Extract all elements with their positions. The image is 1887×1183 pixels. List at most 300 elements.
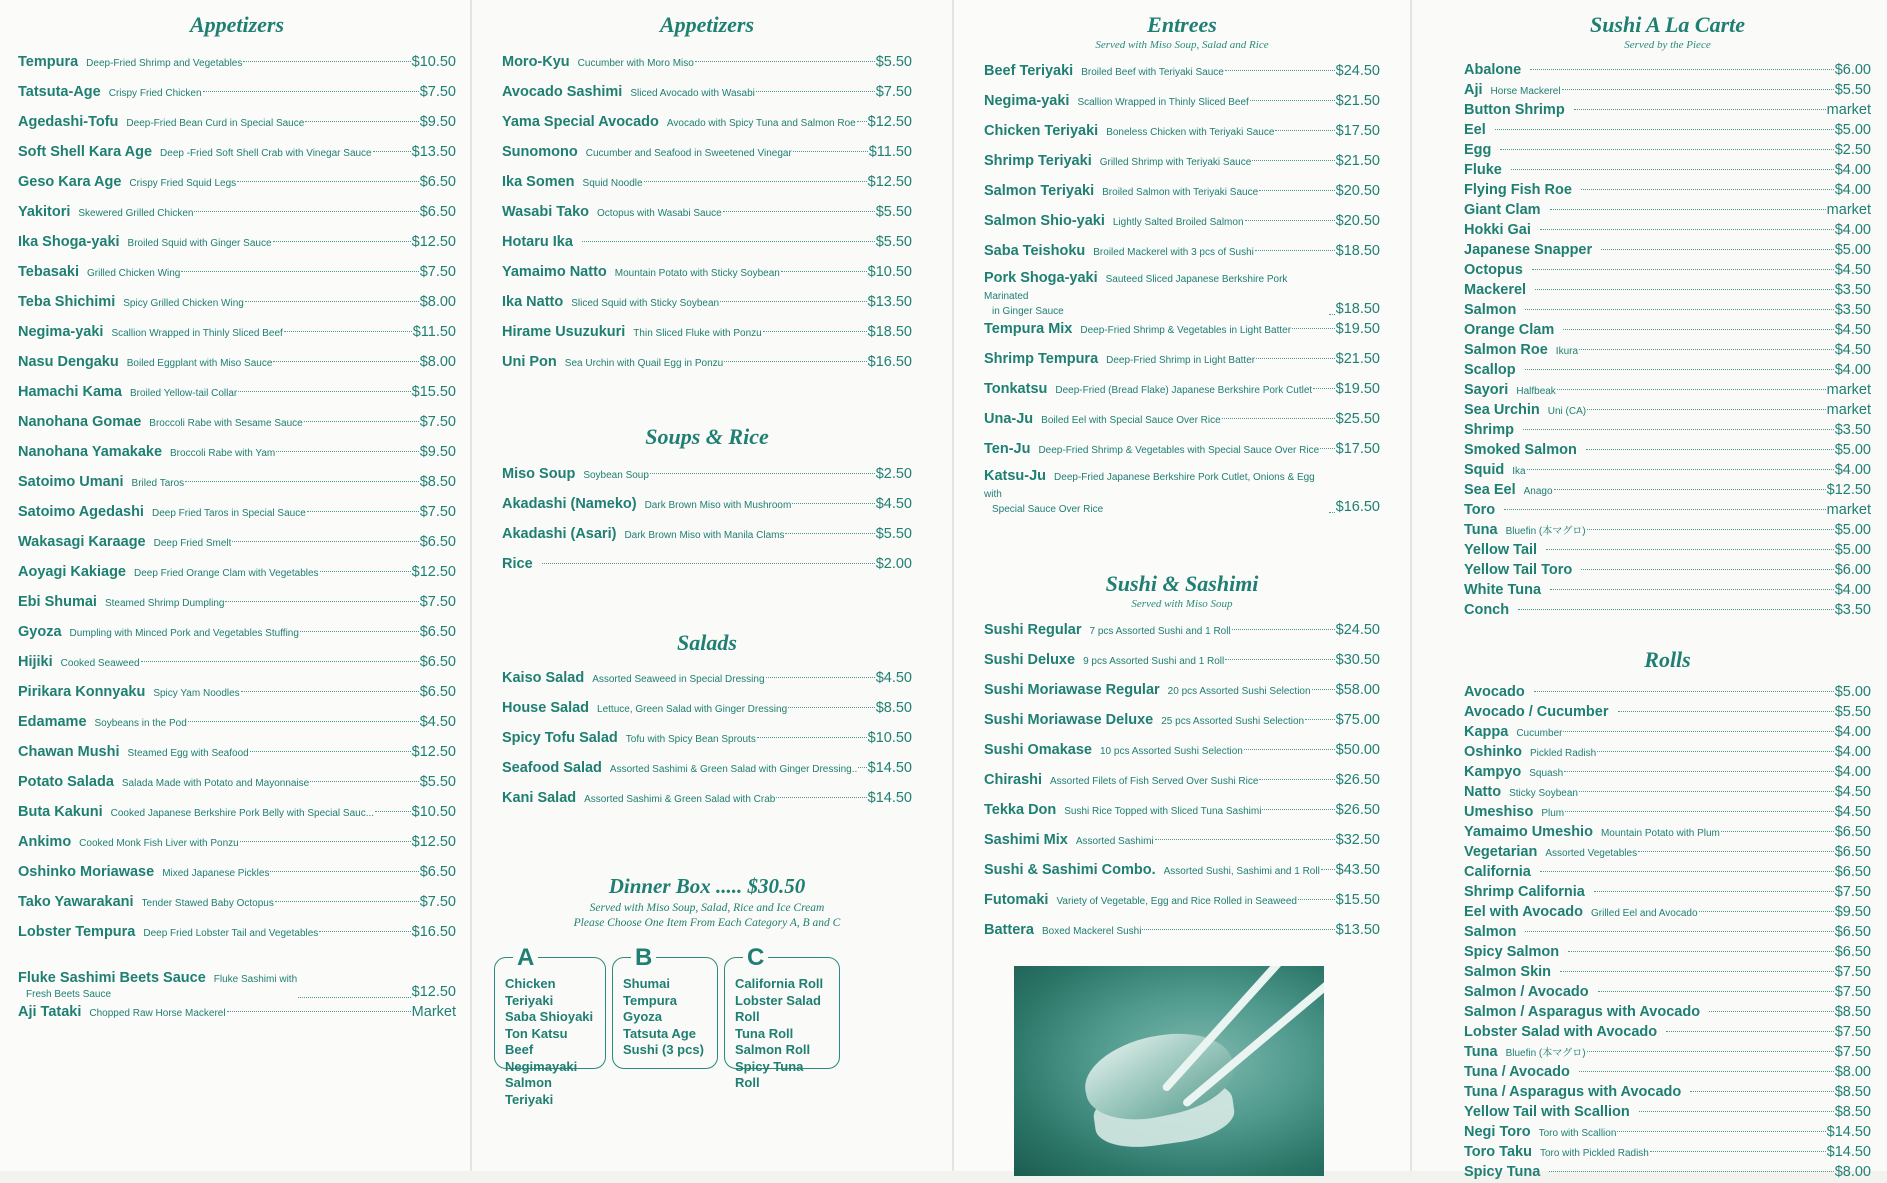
item-name: Sushi Moriawase Deluxe: [984, 712, 1154, 728]
menu-item: [1464, 1143, 1871, 1163]
leader-dots: [275, 901, 419, 902]
sushi-photo: [1014, 966, 1324, 1176]
item-name: Satoimo Umani: [18, 474, 124, 490]
item-name: Akadashi (Nameko): [502, 496, 637, 512]
item-price: $18.50: [1335, 243, 1380, 259]
menu-item: [1464, 201, 1871, 221]
item-name: Squid: [1464, 462, 1505, 478]
item-name: Futomaki: [984, 892, 1049, 908]
item-price: $58.00: [1335, 682, 1380, 698]
menu-item: [1464, 361, 1871, 381]
item-name: Nasu Dengaku: [18, 354, 119, 370]
item-description: Crispy Fried Squid Legs: [129, 178, 237, 189]
leader-dots: [250, 751, 411, 752]
menu-item: [984, 241, 1380, 271]
item-name: Lobster Tempura: [18, 924, 136, 940]
category-option: Sushi (3 pcs): [623, 1042, 704, 1057]
item-price: $4.50: [1834, 342, 1871, 358]
item-name: Kappa: [1464, 724, 1509, 740]
category-letter: B: [631, 944, 656, 972]
menu-item: [1464, 181, 1871, 201]
leader-dots: [1581, 569, 1833, 570]
item-name: Eel: [1464, 122, 1486, 138]
item-name: White Tuna: [1464, 582, 1542, 598]
item-price: $5.00: [1834, 684, 1871, 700]
leader-dots: [723, 211, 875, 212]
item-description: Plum: [1541, 808, 1565, 819]
item-price: $12.50: [411, 984, 456, 1000]
leader-dots: [1638, 851, 1834, 852]
item-name: Tempura: [18, 54, 79, 70]
item-description: Bluefin (本マグロ): [1505, 526, 1586, 537]
page-fold: [952, 0, 954, 1171]
item-price: $7.50: [1834, 964, 1871, 980]
item-description: Broccoli Rabe with Yam: [170, 448, 276, 459]
menu-item: [1464, 241, 1871, 261]
menu-item: [984, 211, 1380, 241]
leader-dots: [1255, 250, 1335, 251]
item-description: Mountain Potato with Plum: [1600, 828, 1720, 839]
leader-dots: [238, 391, 410, 392]
item-name: Tuna: [1464, 522, 1498, 538]
dinner-box-category: [724, 944, 840, 1090]
item-description: Cooked Seaweed: [60, 658, 140, 669]
item-description: Assorted Filets of Fish Served Over Sushi Rice: [1050, 776, 1259, 787]
item-description: Squid Noodle: [582, 178, 643, 189]
leader-dots: [793, 151, 868, 152]
menu-item: [1464, 1163, 1871, 1183]
leader-dots: [1587, 529, 1834, 530]
item-price: $9.50: [419, 444, 456, 460]
item-description: Boneless Chicken with Teriyaki Sauce: [1106, 127, 1275, 138]
soups-section: [502, 424, 912, 584]
item-name: Potato Salada: [18, 774, 114, 790]
item-price: $6.50: [1834, 944, 1871, 960]
menu-item: [984, 860, 1380, 890]
item-price: $75.00: [1335, 712, 1380, 728]
menu-item: [984, 61, 1380, 91]
item-description: Anago: [1523, 486, 1553, 497]
menu-item: [18, 172, 456, 202]
item-price: $13.50: [1335, 922, 1380, 938]
item-price: $6.50: [419, 684, 456, 700]
menu-item: [1464, 1103, 1871, 1123]
item-price: $12.50: [411, 834, 456, 850]
leader-dots: [243, 61, 410, 62]
item-name: Ika Shoga-yaki: [18, 234, 120, 250]
item-name: Ankimo: [18, 834, 72, 850]
menu-item: [18, 82, 456, 112]
item-description: Sliced Squid with Sticky Soybean: [571, 298, 720, 309]
section-title: Entrees: [1147, 12, 1217, 37]
menu-item: [1464, 381, 1871, 401]
leader-dots: [1523, 429, 1834, 430]
leader-dots: [1527, 469, 1834, 470]
item-description: Deep Fried Orange Clam with Vegetables: [134, 568, 319, 579]
item-price: $8.00: [1834, 1064, 1871, 1080]
item-description: Boiled Eggplant with Miso Sauce: [126, 358, 273, 369]
item-price: $19.50: [1335, 381, 1380, 397]
leader-dots: [1560, 971, 1834, 972]
item-price: $12.50: [867, 174, 912, 190]
item-name: Umeshiso: [1464, 804, 1534, 820]
item-name: Sushi Regular: [984, 622, 1082, 638]
leader-dots: [141, 661, 419, 662]
menu-item: [984, 151, 1380, 181]
leader-dots: [1225, 70, 1335, 71]
salads-section: [502, 630, 912, 818]
leader-dots: [1252, 160, 1334, 161]
menu-item: [18, 472, 456, 502]
item-description: Deep-Fried Shrimp & Vegetables with Special Sauce Over Rice: [1038, 445, 1320, 456]
menu-item: [984, 349, 1380, 379]
menu-item: [1464, 703, 1871, 723]
leader-dots: [375, 811, 411, 812]
item-price: $6.50: [1834, 864, 1871, 880]
item-name: Flying Fish Roe: [1464, 182, 1572, 198]
item-price: $7.50: [419, 894, 456, 910]
menu-item: [984, 379, 1380, 409]
menu-item: [1464, 1043, 1871, 1063]
item-description: Deep -Fried Soft Shell Crab with Vinegar Sauce: [160, 148, 372, 159]
leader-dots: [305, 121, 418, 122]
item-price: $14.50: [1826, 1144, 1871, 1160]
item-name: Japanese Snapper: [1464, 242, 1593, 258]
leader-dots: [1535, 289, 1834, 290]
sushi-sashimi-section: [984, 571, 1380, 950]
item-price: $5.50: [875, 234, 912, 250]
item-description: Cucumber and Seafood in Sweetened Vinegar: [585, 148, 792, 159]
menu-item: [1464, 983, 1871, 1003]
menu-item: [1464, 561, 1871, 581]
item-description: Sliced Avocado with Wasabi: [630, 88, 755, 99]
menu-item: [1464, 883, 1871, 903]
item-price: $8.00: [419, 294, 456, 310]
menu-item: [1464, 943, 1871, 963]
leader-dots: [1329, 314, 1335, 315]
item-price: $25.50: [1335, 411, 1380, 427]
menu-item: [1464, 101, 1871, 121]
item-description: Grilled Eel and Avocado: [1590, 908, 1698, 919]
category-option: Spicy Tuna Roll: [735, 1058, 804, 1090]
leader-dots: [1579, 1071, 1834, 1072]
leader-dots: [1259, 190, 1334, 191]
salads-list: [502, 668, 912, 818]
menu-item: [502, 172, 912, 202]
menu-item: [984, 680, 1380, 710]
leader-dots: [1232, 629, 1335, 630]
item-price: $17.50: [1335, 441, 1380, 457]
leader-dots: [766, 677, 875, 678]
item-description: Sauteed Sliced Japanese Berkshire Pork Marinated: [984, 274, 1288, 302]
leader-dots: [1562, 89, 1834, 90]
item-name: Negima-yaki: [984, 93, 1070, 109]
item-price: $7.50: [1834, 1044, 1871, 1060]
item-name: Salmon Skin: [1464, 964, 1552, 980]
item-description: Assorted Sushi, Sashimi and 1 Roll: [1163, 866, 1320, 877]
item-name: Wakasagi Karaage: [18, 534, 146, 550]
menu-item: [1464, 1083, 1871, 1103]
category-option: Salmon Teriyaki: [505, 1075, 554, 1107]
item-description-continued: Special Sauce Over Rice: [992, 504, 1104, 515]
item-name: Miso Soup: [502, 466, 576, 482]
item-description: Sticky Soybean: [1509, 788, 1578, 799]
menu-item: [1464, 321, 1871, 341]
section-subtitle: Served with Miso Soup: [1131, 598, 1233, 610]
menu-item: [1464, 141, 1871, 161]
menu-item: [1464, 501, 1871, 521]
menu-item: [18, 682, 456, 712]
item-price: $7.50: [1834, 1024, 1871, 1040]
item-description: Horse Mackerel: [1490, 86, 1561, 97]
item-description: 9 pcs Assorted Sushi and 1 Roll: [1083, 656, 1225, 667]
item-price: $11.50: [412, 324, 456, 340]
category-option: California Roll: [735, 976, 824, 991]
leader-dots: [724, 361, 866, 362]
menu-item: [18, 952, 456, 1002]
item-price: $15.50: [411, 384, 456, 400]
menu-item: [1464, 823, 1871, 843]
item-price: $6.50: [419, 654, 456, 670]
item-name: Gyoza: [18, 624, 62, 640]
item-price: $7.50: [1834, 984, 1871, 1000]
menu-item: [18, 262, 456, 292]
category-option: Shumai: [623, 976, 670, 991]
item-price: $6.50: [1834, 924, 1871, 940]
item-price: $4.00: [1834, 462, 1871, 478]
item-price: $13.50: [411, 144, 456, 160]
item-price: $8.50: [1834, 1084, 1871, 1100]
leader-dots: [225, 601, 418, 602]
item-price: market: [1826, 382, 1871, 398]
item-price: $16.50: [867, 354, 912, 370]
item-price: $3.50: [1834, 422, 1871, 438]
item-description: Deep-Fried Bean Curd in Special Sauce: [126, 118, 305, 129]
sushi-sashimi-list: [984, 620, 1380, 950]
item-description: Cucumber with Moro Miso: [577, 58, 694, 69]
item-description: Scallion Wrapped in Thinly Sliced Beef: [111, 328, 283, 339]
menu-item: [984, 121, 1380, 151]
item-name: Yellow Tail: [1464, 542, 1538, 558]
item-name: Ika Somen: [502, 174, 575, 190]
leader-dots: [695, 61, 875, 62]
item-price: $9.50: [419, 114, 456, 130]
leader-dots: [1525, 369, 1834, 370]
menu-item: [1464, 521, 1871, 541]
item-price: $5.00: [1834, 522, 1871, 538]
item-name: Chirashi: [984, 772, 1043, 788]
item-description: Scallion Wrapped in Thinly Sliced Beef: [1077, 97, 1249, 108]
item-name: Yellow Tail with Scallion: [1464, 1104, 1630, 1120]
menu-item: [984, 740, 1380, 770]
leader-dots: [1579, 791, 1834, 792]
item-price: $24.50: [1335, 63, 1380, 79]
item-price: $5.00: [1834, 442, 1871, 458]
item-description: 7 pcs Assorted Sushi and 1 Roll: [1089, 626, 1231, 637]
leader-dots: [307, 511, 419, 512]
leader-dots: [1546, 549, 1834, 550]
menu-item: [18, 382, 456, 412]
menu-item: [502, 352, 912, 382]
leader-dots: [1511, 169, 1834, 170]
leader-dots: [1530, 69, 1834, 70]
leader-dots: [1329, 512, 1335, 513]
item-price: $14.50: [867, 760, 912, 776]
menu-item: [18, 832, 456, 862]
item-name: Salmon Teriyaki: [984, 183, 1095, 199]
leader-dots: [1586, 449, 1834, 450]
menu-item: [1464, 301, 1871, 321]
item-description: Assorted Vegetables: [1545, 848, 1638, 859]
menu-item: [18, 622, 456, 652]
item-price: market: [1826, 102, 1871, 118]
menu-item: [18, 412, 456, 442]
menu-item: [502, 668, 912, 698]
item-name: Salmon: [1464, 302, 1517, 318]
item-description: Soybean Soup: [583, 470, 649, 481]
item-name: Geso Kara Age: [18, 174, 122, 190]
appetizers-list: [18, 52, 456, 1032]
item-name: Hamachi Kama: [18, 384, 122, 400]
item-name: Yellow Tail Toro: [1464, 562, 1573, 578]
item-name: Beef Teriyaki: [984, 63, 1074, 79]
leader-dots: [1312, 689, 1335, 690]
item-price: $7.50: [419, 504, 456, 520]
leader-dots: [1540, 871, 1834, 872]
item-price: $6.50: [1834, 824, 1871, 840]
item-price: $4.50: [1834, 322, 1871, 338]
item-name: Yamaimo Umeshio: [1464, 824, 1593, 840]
leader-dots: [320, 571, 411, 572]
leader-dots: [1550, 209, 1826, 210]
item-name: Spicy Salmon: [1464, 944, 1560, 960]
item-name: Pork Shoga-yaki: [984, 270, 1098, 286]
menu-item: [1464, 843, 1871, 863]
item-name: Abalone: [1464, 62, 1522, 78]
item-price: market: [1826, 202, 1871, 218]
item-description: Octopus with Wasabi Sauce: [597, 208, 722, 219]
menu-item: [984, 890, 1380, 920]
item-price: $18.50: [1335, 301, 1380, 317]
menu-item: [1464, 903, 1871, 923]
leader-dots: [1313, 388, 1334, 389]
item-name: Salmon / Avocado: [1464, 984, 1589, 1000]
item-name: Spicy Tofu Salad: [502, 730, 618, 746]
item-description: Toro with Pickled Radish: [1539, 1148, 1649, 1159]
leader-dots: [1275, 130, 1334, 131]
leader-dots: [1650, 1151, 1826, 1152]
menu-item: [984, 770, 1380, 800]
category-option: Beef Negimayaki: [505, 1042, 578, 1074]
item-name: Satoimo Agedashi: [18, 504, 144, 520]
menu-item: [502, 232, 912, 262]
leader-dots: [1618, 711, 1834, 712]
leader-dots: [1699, 911, 1834, 912]
dinner-box-instructions: Please Choose One Item From Each Category A, B and C: [573, 917, 841, 929]
item-price: $8.00: [1834, 1164, 1871, 1180]
leader-dots: [1639, 1111, 1834, 1112]
item-price: $12.50: [1826, 482, 1871, 498]
item-price: $8.50: [875, 700, 912, 716]
category-option: Tempura: [623, 992, 677, 1008]
item-description: Sea Urchin with Quail Egg in Ponzu: [564, 358, 724, 369]
item-name: Eel with Avocado: [1464, 904, 1583, 920]
item-name: Tonkatsu: [984, 381, 1048, 397]
menu-item: [1464, 783, 1871, 803]
item-name: Aji: [1464, 82, 1483, 98]
leader-dots: [1721, 831, 1834, 832]
item-price: $6.00: [1834, 562, 1871, 578]
item-name: Mackerel: [1464, 282, 1527, 298]
item-description: Assorted Seaweed in Special Dressing: [592, 674, 765, 685]
item-name: Ten-Ju: [984, 441, 1031, 457]
menu-item: [18, 352, 456, 382]
item-price: $3.50: [1834, 282, 1871, 298]
item-price: $21.50: [1335, 153, 1380, 169]
item-price: $12.50: [411, 234, 456, 250]
leader-dots: [298, 997, 411, 998]
item-name: Natto: [1464, 784, 1502, 800]
item-price: $13.50: [867, 294, 912, 310]
leader-dots: [776, 797, 866, 798]
leader-dots: [1142, 929, 1334, 930]
item-name: Chawan Mushi: [18, 744, 120, 760]
leader-dots: [1617, 1131, 1825, 1132]
item-description: Assorted Sashimi & Green Salad with Crab: [584, 794, 776, 805]
leader-dots: [1557, 389, 1826, 390]
item-description: Assorted Sashimi & Green Salad with Ginger Dressing..: [609, 764, 858, 775]
item-description: 10 pcs Assorted Sushi Selection: [1100, 746, 1243, 757]
menu-item: [502, 494, 912, 524]
panel-entrees: [954, 0, 1410, 1171]
section-title: Sushi A La Carte: [1589, 12, 1746, 37]
menu-item: [984, 271, 1380, 319]
item-name: Yama Special Avocado: [502, 114, 659, 130]
leader-dots: [240, 841, 411, 842]
item-name: Ebi Shumai: [18, 594, 97, 610]
item-description: Boxed Mackerel Sushi: [1041, 926, 1142, 937]
item-description: Bluefin (本マグロ): [1505, 1048, 1586, 1059]
item-price: $20.50: [1335, 183, 1380, 199]
menu-item: [1464, 743, 1871, 763]
menu-item: [18, 502, 456, 532]
item-price: $7.50: [419, 264, 456, 280]
item-description: Toro with Scallion: [1538, 1128, 1617, 1139]
leader-dots: [788, 707, 875, 708]
item-price: $30.50: [1335, 652, 1380, 668]
item-price: $12.50: [411, 744, 456, 760]
menu-item: [18, 532, 456, 562]
item-description-continued: in Ginger Sauce: [992, 306, 1064, 317]
item-price: $6.00: [1834, 62, 1871, 78]
item-price: $19.50: [1335, 321, 1380, 337]
item-description: Soybeans in the Pod: [94, 718, 187, 729]
leader-dots: [1532, 269, 1834, 270]
item-price: $2.00: [875, 556, 912, 572]
item-description: Chopped Raw Horse Mackerel: [89, 1008, 226, 1019]
item-description: Grilled Shrimp with Teriyaki Sauce: [1099, 157, 1252, 168]
item-text: [984, 468, 1328, 517]
leader-dots: [1709, 1011, 1834, 1012]
menu-item: [18, 742, 456, 772]
item-name: Giant Clam: [1464, 202, 1541, 218]
leader-dots: [1587, 1051, 1834, 1052]
item-name: Shrimp California: [1464, 884, 1585, 900]
item-price: $7.50: [419, 84, 456, 100]
item-description: 25 pcs Assorted Sushi Selection: [1161, 716, 1305, 727]
panel-alacarte-rolls: [1412, 0, 1887, 1180]
item-name: Tebasaki: [18, 264, 79, 280]
